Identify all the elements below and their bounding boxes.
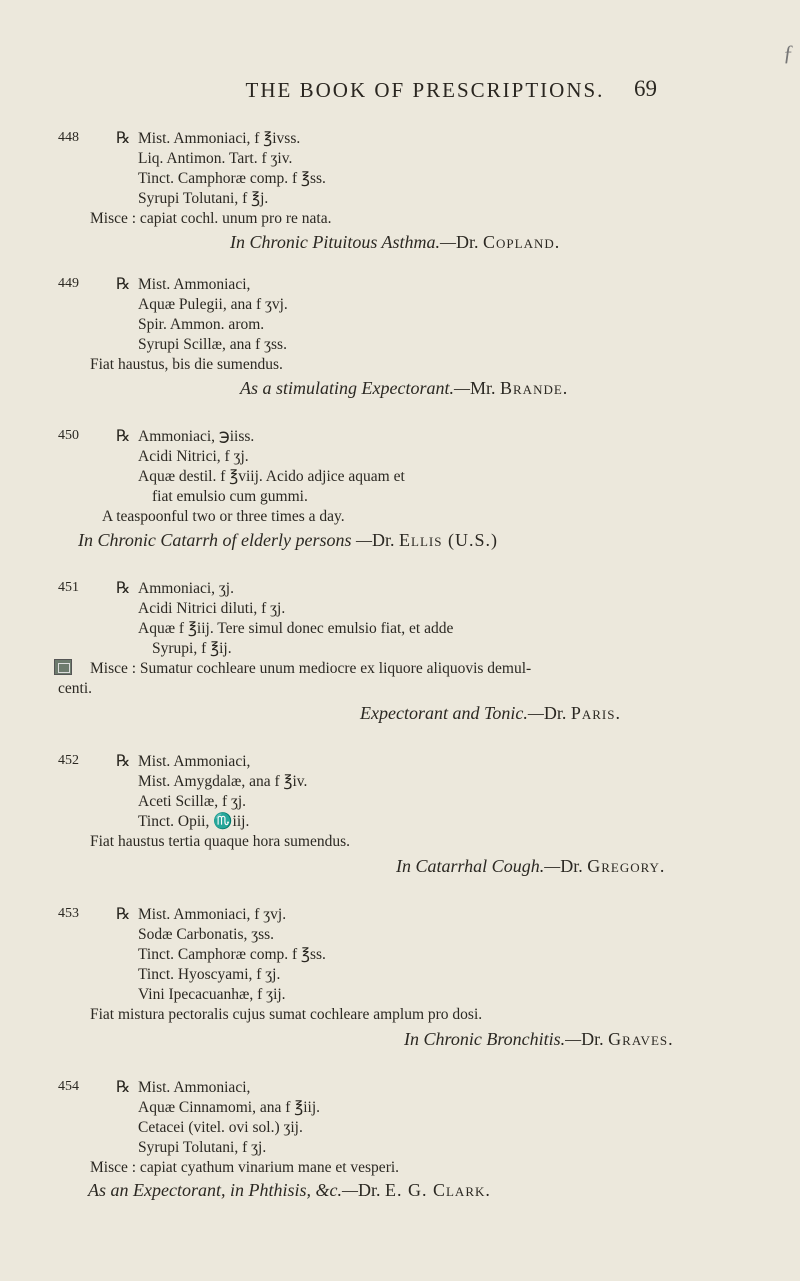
- rx-symbol: ℞: [116, 130, 131, 147]
- ingredient-line: Syrupi, f ℥ij.: [152, 640, 232, 657]
- prescription-number: 450: [58, 428, 79, 443]
- condition-title: As a stimulating Expectorant.—: [240, 378, 470, 398]
- ingredient-line: Mist. Ammoniaci, f ʒvj.: [138, 906, 287, 923]
- rx-symbol: ℞: [116, 906, 131, 923]
- directions: A teaspoonful two or three times a day.: [102, 508, 345, 525]
- rx-symbol: ℞: [116, 1079, 131, 1096]
- prescription-number: 454: [58, 1079, 79, 1094]
- ingredient-line: Mist. Ammoniaci,: [138, 753, 251, 770]
- author-name: Ellis (U.S.): [399, 530, 498, 550]
- ingredient-line: Tinct. Hyoscyami, f ʒj.: [138, 966, 281, 983]
- rx-symbol: ℞: [116, 428, 131, 445]
- author-prefix: Dr.: [357, 1180, 381, 1200]
- author-prefix: Dr.: [560, 856, 583, 876]
- page-edge-mark: ƒ: [783, 40, 794, 65]
- directions: Misce : capiat cochl. unum pro re nata.: [90, 210, 332, 227]
- attribution: [396, 856, 665, 877]
- running-header: THE BOOK OF PRESCRIPTIONS.: [245, 78, 605, 102]
- ingredient-line: Syrupi Tolutani, f ʒj.: [138, 1139, 267, 1156]
- ingredient-line: Tinct. Opii, ♏iij.: [138, 813, 250, 830]
- author-prefix: Dr.: [372, 530, 395, 550]
- ingredient-line: Ammoniaci, ℈iiss.: [138, 428, 255, 445]
- attribution: [88, 1180, 491, 1201]
- author-name: Graves.: [608, 1029, 674, 1049]
- author-name: Brande.: [500, 378, 569, 398]
- prescription-number: 451: [58, 580, 79, 595]
- ingredient-line: Mist. Ammoniaci,: [138, 1079, 251, 1096]
- attribution: [230, 232, 560, 253]
- author-prefix: Mr.: [469, 378, 496, 398]
- author-prefix: Dr.: [456, 232, 479, 252]
- author-prefix: Dr.: [581, 1029, 604, 1049]
- rx-symbol: ℞: [116, 580, 131, 597]
- ingredient-line: Ammoniaci, ʒj.: [138, 580, 234, 597]
- ingredient-line: Aquæ Pulegii, ana f ʒvj.: [138, 296, 288, 313]
- page-number: 69: [634, 76, 657, 101]
- ingredient-line: Aquæ Cinnamomi, ana f ℥iij.: [138, 1099, 321, 1116]
- author-prefix: Dr.: [543, 703, 567, 723]
- directions: Fiat haustus tertia quaque hora sumendus.: [90, 833, 351, 850]
- prescription-number: 452: [58, 753, 79, 768]
- paper-stamp-mark: [54, 659, 72, 675]
- ingredient-line: Liq. Antimon. Tart. f ʒiv.: [138, 150, 293, 167]
- condition-title: In Chronic Catarrh of elderly persons —: [78, 530, 373, 550]
- directions: Misce : Sumatur cochleare unum mediocre ex liquore aliquovis demul-: [90, 660, 532, 677]
- ingredient-line: Aquæ destil. f ℥viij. Acido adjice aquam et: [138, 468, 405, 485]
- ingredient-line: Aceti Scillæ, f ʒj.: [138, 793, 247, 810]
- ingredient-line: Tinct. Camphoræ comp. f ℥ss.: [138, 170, 326, 187]
- condition-title: In Chronic Pituitous Asthma.—: [230, 232, 457, 252]
- condition-title: As an Expectorant, in Phthisis, &c.—: [88, 1180, 358, 1200]
- attribution: [240, 378, 568, 399]
- ingredient-line: Syrupi Scillæ, ana f ʒss.: [138, 336, 287, 353]
- condition-title: In Catarrhal Cough.—: [396, 856, 561, 876]
- prescription-number: 453: [58, 906, 79, 921]
- attribution: [78, 530, 498, 551]
- author-name: E. G. Clark.: [384, 1180, 491, 1200]
- attribution: [360, 703, 621, 724]
- prescription-number: 448: [58, 130, 79, 145]
- attribution: [404, 1029, 674, 1050]
- ingredient-line: Spir. Ammon. arom.: [138, 316, 265, 333]
- ingredient-line: Vini Ipecacuanhæ, f ʒij.: [138, 986, 286, 1003]
- ingredient-line: Mist. Ammoniaci,: [138, 276, 251, 293]
- directions: Misce : capiat cyathum vinarium mane et vesperi.: [90, 1159, 400, 1176]
- author-name: Copland.: [483, 232, 561, 252]
- author-name: Gregory.: [587, 856, 666, 876]
- ingredient-line: Mist. Ammoniaci, f ℥ivss.: [138, 130, 301, 147]
- condition-title: Expectorant and Tonic.—: [360, 703, 544, 723]
- directions-continued: centi.: [58, 680, 92, 697]
- ingredient-line: Acidi Nitrici, f ʒj.: [138, 448, 249, 465]
- ingredient-line: Mist. Amygdalæ, ana f ℥iv.: [138, 773, 308, 790]
- rx-symbol: ℞: [116, 753, 131, 770]
- author-name: Paris.: [570, 703, 621, 723]
- ingredient-line: Tinct. Camphoræ comp. f ℥ss.: [138, 946, 326, 963]
- ingredient-line: Aquæ f ℥iij. Tere simul donec emulsio fiat, et adde: [138, 620, 454, 637]
- condition-title: In Chronic Bronchitis.—: [404, 1029, 582, 1049]
- rx-symbol: ℞: [116, 276, 131, 293]
- directions: Fiat haustus, bis die sumendus.: [90, 356, 283, 373]
- ingredient-line: Acidi Nitrici diluti, f ʒj.: [138, 600, 286, 617]
- ingredient-line: fiat emulsio cum gummi.: [152, 488, 308, 505]
- prescription-number: 449: [58, 276, 79, 291]
- ingredient-line: Sodæ Carbonatis, ʒss.: [138, 926, 275, 943]
- ingredient-line: Syrupi Tolutani, f ℥j.: [138, 190, 269, 207]
- ingredient-line: Cetacei (vitel. ovi sol.) ʒij.: [138, 1119, 303, 1136]
- directions: Fiat mistura pectoralis cujus sumat cochleare amplum pro dosi.: [90, 1006, 483, 1023]
